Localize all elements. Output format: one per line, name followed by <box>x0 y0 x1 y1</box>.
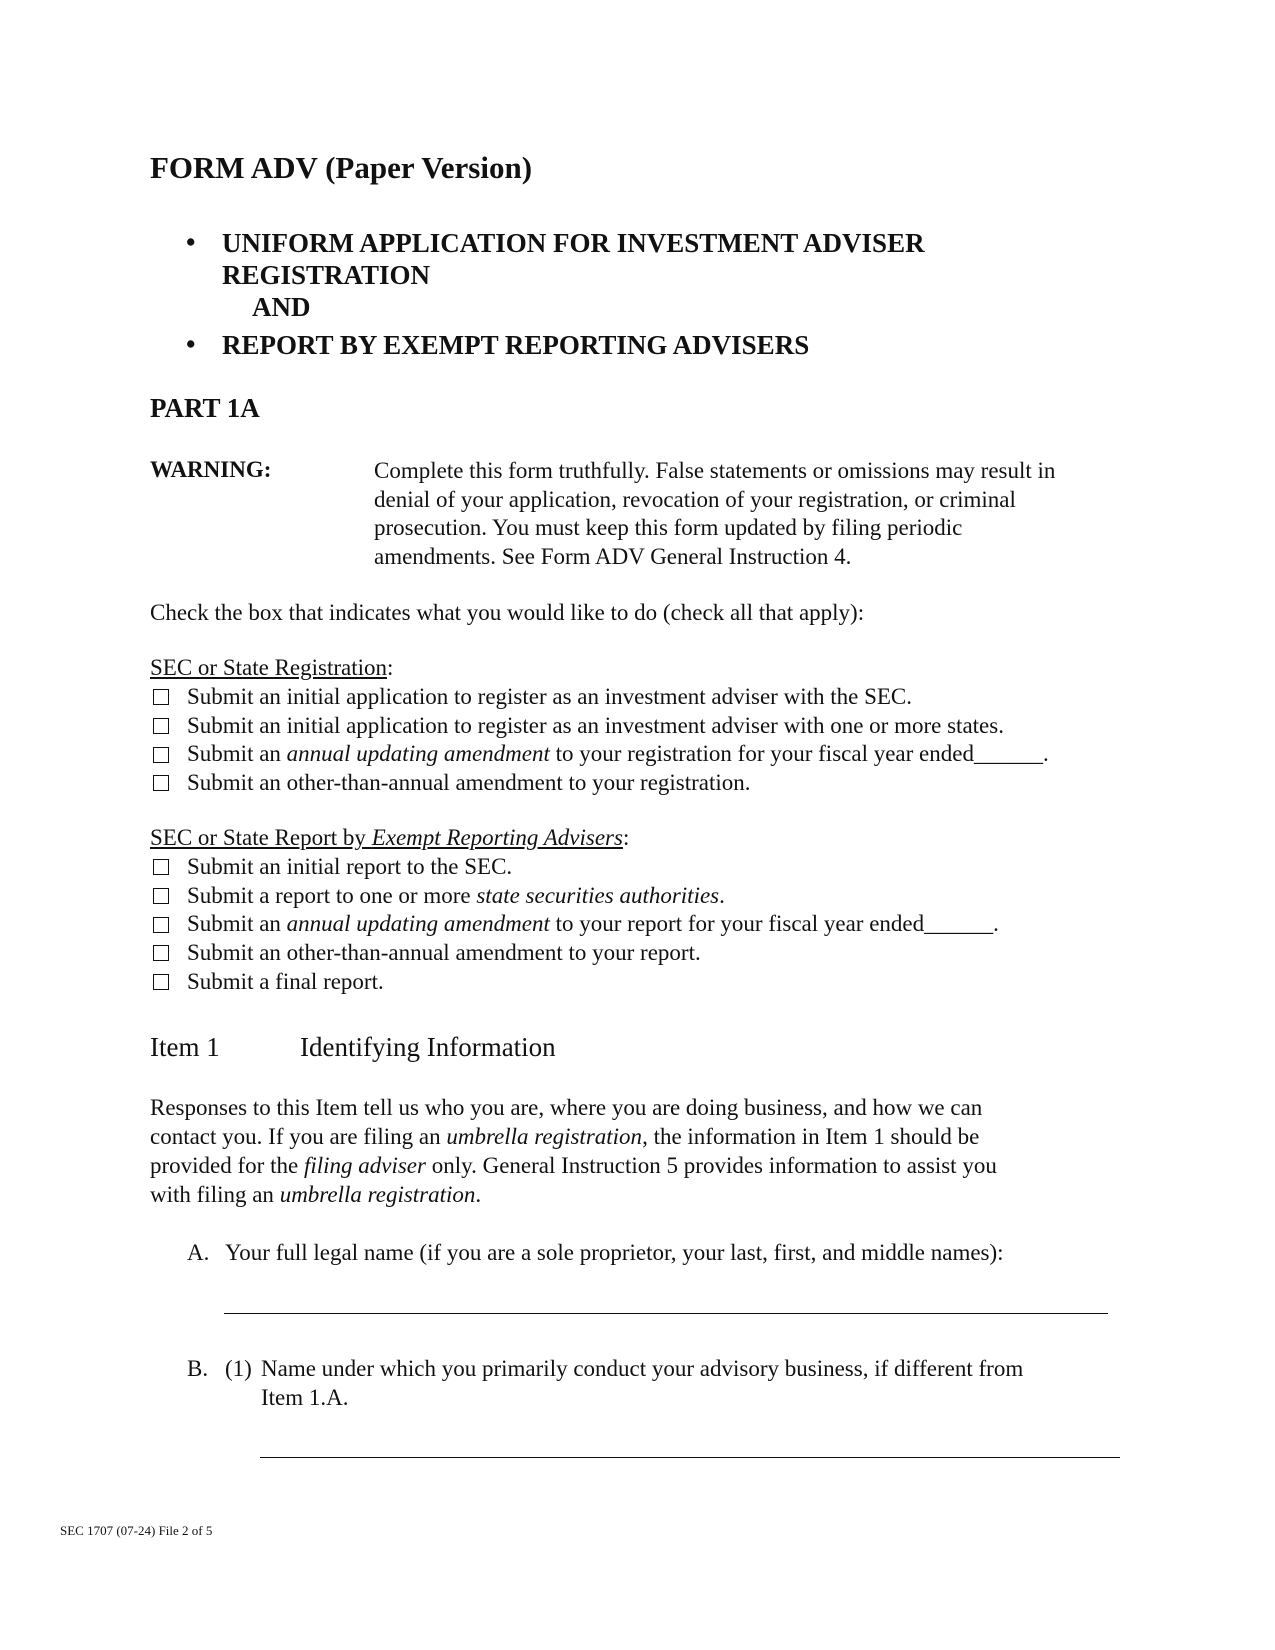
warning-label: WARNING: <box>150 457 272 482</box>
option-label: Submit an initial application to register as an investment adviser with the SEC. <box>187 684 913 709</box>
question-letter: A. <box>187 1240 210 1265</box>
check-instruction: Check the box that indicates what you would like to do (check all that apply): <box>150 600 865 625</box>
purpose-registration-line1: UNIFORM APPLICATION FOR INVESTMENT ADVISER <box>222 228 925 258</box>
legal-name-field[interactable] <box>224 1313 1108 1314</box>
exempt-heading-colon: : <box>622 825 630 850</box>
question-number: (1) <box>225 1356 252 1381</box>
warning-line: denial of your application, revocation of your registration, or criminal <box>374 486 1016 512</box>
option-other-amendment-registration[interactable] <box>150 769 1049 798</box>
option-other-amendment-report[interactable] <box>150 939 999 968</box>
warning-line: Complete this form truthfully. False statements or omissions may result in <box>374 458 1056 483</box>
option-label: Submit an other-than-annual amendment to your registration. <box>187 770 751 796</box>
question-b1 <box>187 1354 1023 1412</box>
paragraph-line: Responses to this Item tell us who you are, where you are doing business, and how we can <box>150 1095 983 1120</box>
purpose-report-text: REPORT BY EXEMPT REPORTING ADVISERS <box>222 330 810 360</box>
warning-line: prosecution. You must keep this form updated by filing periodic <box>374 515 963 540</box>
item1-intro-paragraph <box>150 1093 997 1209</box>
paragraph-line <box>150 1122 997 1151</box>
paragraph-line <box>150 1151 997 1180</box>
option-label-part: Submit an <box>187 741 287 767</box>
option-label-part: to your report for your fiscal year ended______. <box>549 911 999 937</box>
purpose-registration-line2: REGISTRATION <box>222 260 431 290</box>
exempt-heading-text: SEC or State Report by <box>150 825 372 850</box>
option-label: Submit an initial report to the SEC. <box>187 854 513 879</box>
option-state-report[interactable] <box>150 882 999 911</box>
option-initial-sec-registration[interactable] <box>150 683 1049 712</box>
checkbox[interactable] <box>153 718 169 734</box>
option-label: Submit an initial application to register as an investment adviser with one or more states. <box>187 712 1004 738</box>
paragraph-text: . <box>475 1182 482 1207</box>
warning-line: amendments. See Form ADV General Instruction 4. <box>374 543 852 569</box>
part-heading: PART 1A <box>150 393 260 423</box>
exempt-heading-emphasis: Exempt Reporting Advisers <box>371 825 623 850</box>
paragraph-text: with filing an <box>150 1182 280 1207</box>
paragraph-emphasis: filing adviser <box>303 1153 426 1178</box>
item-title: Identifying Information <box>300 1032 556 1062</box>
paragraph-text: provided for the <box>150 1153 304 1178</box>
question-a <box>187 1240 1004 1266</box>
paragraph-emphasis: umbrella registration <box>446 1124 643 1149</box>
form-footer: SEC 1707 (07-24) File 2 of 5 <box>60 1523 213 1538</box>
checkbox[interactable] <box>153 974 169 990</box>
question-text <box>261 1354 1023 1412</box>
question-line: Name under which you primarily conduct your advisory business, if different from <box>261 1356 1024 1381</box>
registration-heading <box>150 655 393 681</box>
purpose-and: AND <box>252 292 311 322</box>
paragraph-text: , the information in Item 1 should be <box>642 1124 980 1149</box>
question-text: Your full legal name (if you are a sole proprietor, your last, first, and middle names): <box>225 1240 1004 1265</box>
checkbox[interactable] <box>153 888 169 904</box>
option-label-emphasis: state securities authorities <box>476 882 720 908</box>
option-final-report[interactable] <box>150 968 999 997</box>
option-label <box>187 882 725 911</box>
question-letter: B. <box>187 1356 209 1381</box>
option-label <box>187 910 999 939</box>
option-label: Submit a final report. <box>187 968 384 994</box>
option-label <box>187 740 1049 769</box>
question-line: Item 1.A. <box>261 1385 349 1410</box>
checkbox[interactable] <box>153 859 169 875</box>
registration-options <box>150 683 1049 798</box>
paragraph-text: contact you. If you are filing an <box>150 1124 447 1149</box>
option-annual-amendment-report[interactable] <box>150 910 999 939</box>
option-label: Submit an other-than-annual amendment to your report. <box>187 940 701 966</box>
option-label-part: Submit an <box>187 911 287 937</box>
exempt-options <box>150 853 999 997</box>
paragraph-text: only. General Instruction 5 provides information to assist you <box>425 1153 997 1178</box>
checkbox[interactable] <box>153 945 169 961</box>
purpose-bullet-registration <box>186 227 925 323</box>
exempt-heading <box>150 825 629 851</box>
option-initial-state-registration[interactable] <box>150 712 1049 741</box>
checkbox[interactable] <box>153 689 169 705</box>
item-number: Item 1 <box>150 1032 220 1062</box>
option-label-emphasis: annual updating amendment <box>286 741 550 767</box>
page-title: FORM ADV (Paper Version) <box>150 150 533 185</box>
option-label-part: to your registration for your fiscal year ended______. <box>549 741 1049 767</box>
option-label-part: . <box>719 882 725 908</box>
bullet-icon: • <box>186 329 196 359</box>
registration-heading-text: SEC or State Registration <box>150 655 388 680</box>
checkbox[interactable] <box>153 775 169 791</box>
checkbox[interactable] <box>153 747 169 763</box>
checkbox[interactable] <box>153 917 169 933</box>
purpose-bullet-report <box>186 329 925 361</box>
paragraph-emphasis: umbrella registration <box>279 1182 476 1207</box>
option-label-emphasis: annual updating amendment <box>286 911 550 937</box>
bullet-icon: • <box>186 227 196 257</box>
warning-text <box>374 457 1055 571</box>
paragraph-line <box>150 1180 997 1209</box>
option-label-part: Submit a report to one or more <box>187 882 477 908</box>
option-initial-sec-report[interactable] <box>150 853 999 882</box>
business-name-field[interactable] <box>260 1457 1120 1458</box>
form-purpose-list <box>186 227 925 361</box>
registration-heading-colon: : <box>387 655 394 680</box>
option-annual-amendment-registration[interactable] <box>150 740 1049 769</box>
